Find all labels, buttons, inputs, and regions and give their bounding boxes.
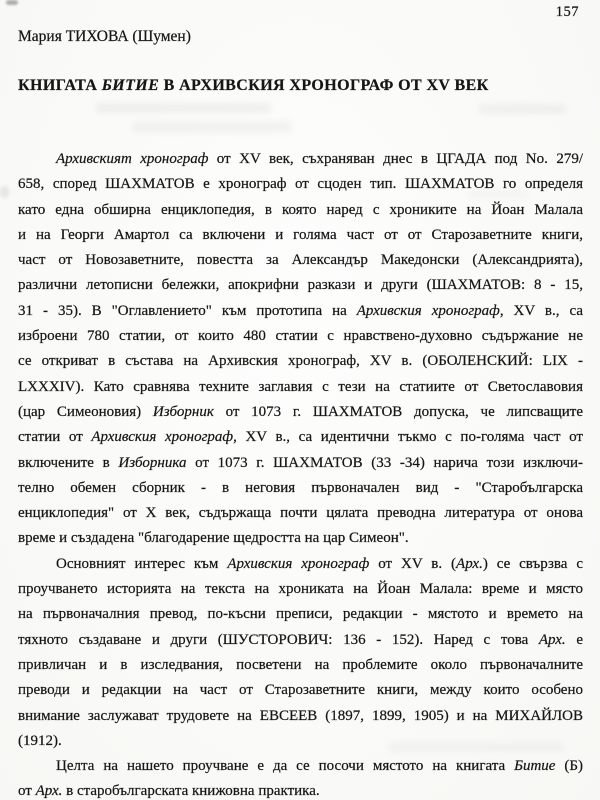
text-segment: като една обширна енциклопедия, в която наред с хрониките на Йоан Малала bbox=[18, 201, 583, 218]
italic-text-segment: Битие bbox=[514, 758, 556, 775]
text-segment: Основният интерес към bbox=[56, 555, 228, 572]
text-line bbox=[18, 653, 583, 678]
text-line bbox=[18, 172, 583, 197]
text-line bbox=[18, 729, 583, 754]
scan-smudge bbox=[478, 104, 566, 114]
text-line bbox=[18, 273, 583, 298]
text-segment: различни летописни бележки, апокрифни разкази и други (ШАХМАТОВ: 8 - 15, bbox=[18, 277, 583, 294]
text-line bbox=[18, 476, 583, 501]
text-segment: , XV в., са идентични тъкмо с по-голяма част от bbox=[233, 429, 583, 446]
text-segment: преводи и редакции на част от Старозаветните книги, между които особено bbox=[18, 682, 583, 699]
text-line bbox=[18, 704, 583, 729]
text-segment: и на Георги Амартол са включени и голяма част от от Старозаветните книги, bbox=[18, 226, 583, 243]
text-segment: LXXXIV). Като сравнява техните заглавия с тези на статиите от Светославовия bbox=[18, 378, 583, 395]
text-line bbox=[18, 501, 583, 526]
text-line bbox=[18, 678, 583, 703]
text-line bbox=[18, 451, 583, 476]
text-line bbox=[18, 577, 583, 602]
text-line bbox=[18, 324, 583, 349]
text-segment: част от Новозаветните, повестта за Александър Македонски (Александрията), bbox=[18, 252, 583, 269]
scan-smudge bbox=[132, 121, 292, 133]
italic-text-segment: Изборника bbox=[118, 454, 187, 471]
italic-text-segment: БИТИЕ bbox=[101, 77, 160, 94]
italic-text-segment: Изборник bbox=[152, 403, 214, 420]
text-line bbox=[18, 299, 583, 324]
italic-text-segment: Арх. bbox=[456, 555, 483, 572]
text-segment: Целта на нашето проучване е да се посочи мястото на книгата bbox=[56, 758, 515, 775]
scan-smudge bbox=[6, 0, 18, 5]
text-segment: (1912). bbox=[18, 732, 62, 749]
author-line: Мария ТИХОВА (Шумен) bbox=[18, 28, 191, 45]
text-line bbox=[18, 628, 583, 653]
paragraph bbox=[18, 147, 583, 552]
text-segment: от 1073 г. ШАХМАТОВ (33 -34) нарича този изключи- bbox=[186, 454, 583, 471]
text-line bbox=[18, 425, 583, 450]
text-segment: привличан и в изследвания, посветени на проблемите около първоначалните bbox=[18, 656, 583, 673]
text-segment: КНИГАТА bbox=[18, 77, 102, 94]
text-segment: на първоначалния превод, по-късни преписи, редакции - мястото и времето на bbox=[18, 606, 583, 623]
text-segment: (цар Симеоновия) bbox=[18, 403, 153, 420]
italic-text-segment: Архивския хронограф bbox=[91, 429, 234, 446]
text-line bbox=[18, 198, 583, 223]
italic-text-segment: Архивският хронограф bbox=[56, 151, 209, 167]
italic-text-segment: Арх. bbox=[35, 783, 63, 800]
italic-text-segment: Арх. bbox=[538, 631, 566, 648]
text-segment: В АРХИВСКИЯ ХРОНОГРАФ ОТ XV ВЕК bbox=[159, 77, 489, 94]
text-segment: статии от bbox=[18, 429, 92, 446]
text-segment: 658, според ШАХМАТОВ е хронограф от сцоден тип. ШАХМАТОВ го определя bbox=[18, 176, 583, 193]
text-line bbox=[18, 602, 583, 627]
text-line bbox=[18, 375, 583, 400]
text-segment: , XV в., са bbox=[499, 302, 583, 319]
text-segment: внимание заслужават трудовете на ЕВСЕЕВ (1897, 1899, 1905) и на МИХАЙЛОВ bbox=[18, 707, 583, 724]
text-segment: в старобългарската книжовна практика. bbox=[62, 783, 320, 800]
italic-text-segment: Архивския хронограф bbox=[227, 555, 370, 572]
text-line bbox=[18, 754, 583, 779]
text-segment: от XV век, съхраняван днес в ЦГАДА под No. 279/ bbox=[208, 151, 583, 167]
text-segment: ) се свързва с bbox=[482, 555, 583, 572]
article-body bbox=[18, 147, 583, 800]
text-segment: енциклопедия" от X век, съдържаща почти цялата преводна литература от онова bbox=[18, 505, 583, 522]
text-segment: се откриват в състава на Архивския хронограф, XV в. (ОБОЛЕНСКИЙ: LIX - bbox=[18, 353, 583, 370]
text-segment: от 1073 г. ШАХМАТОВ допуска, че липсващите bbox=[213, 403, 583, 420]
italic-text-segment: Архивския хронограф bbox=[356, 302, 500, 319]
text-segment: включените в bbox=[18, 454, 119, 471]
text-line bbox=[18, 248, 583, 273]
text-segment: е bbox=[565, 631, 583, 648]
scan-smudge bbox=[96, 103, 271, 113]
paragraph bbox=[18, 552, 583, 754]
text-line bbox=[18, 552, 583, 577]
article-title bbox=[18, 77, 489, 95]
text-segment: (Б) bbox=[555, 758, 583, 775]
text-line bbox=[18, 400, 583, 425]
text-segment: тяхното създаване и други (ШУСТОРОВИЧ: 136 - 152). Наред с това bbox=[18, 631, 539, 648]
text-line bbox=[18, 147, 583, 172]
text-segment: проучването историята на текста на хрониката на Йоан Малала: време и място bbox=[18, 581, 583, 598]
text-segment: време и създадена "благодарение щедростта на цар Симеон". bbox=[18, 530, 409, 547]
text-segment: от bbox=[18, 783, 36, 800]
text-line bbox=[18, 526, 583, 551]
text-line bbox=[18, 779, 583, 800]
paragraph bbox=[18, 754, 583, 800]
text-segment: телно обемен сборник - в неговия първоначален вид - "Старобългарска bbox=[18, 479, 583, 496]
text-segment: 31 - 35). В "Оглавлението" към прототипа на bbox=[18, 302, 357, 319]
text-segment: изброени 780 статии, от които 480 статии с нравствено-духовно съдържание не bbox=[18, 328, 583, 345]
text-segment: от XV в. ( bbox=[369, 555, 457, 572]
scan-smudge bbox=[0, 186, 9, 198]
page-number: 157 bbox=[555, 4, 579, 20]
text-line bbox=[18, 223, 583, 248]
text-line bbox=[18, 349, 583, 374]
